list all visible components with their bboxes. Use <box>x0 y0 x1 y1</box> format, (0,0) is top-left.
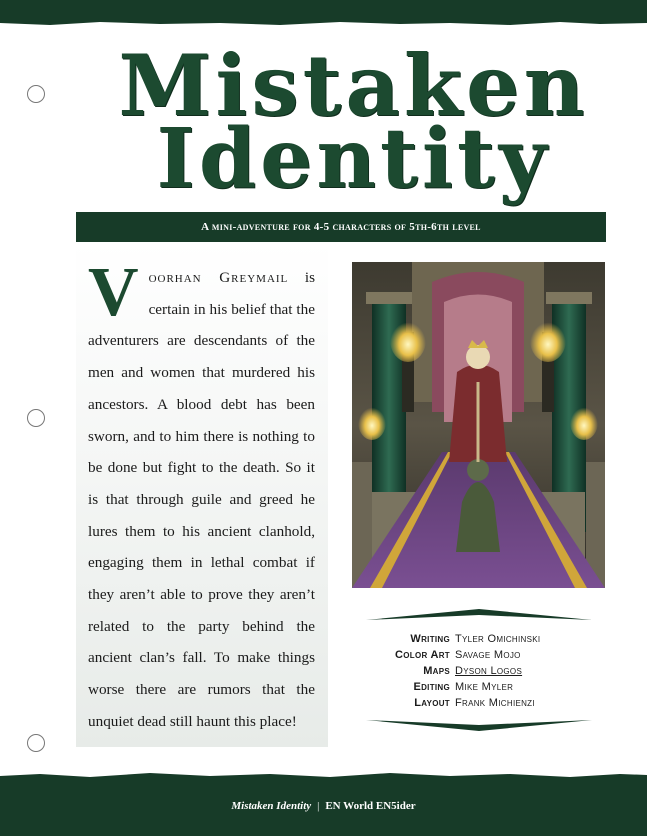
credits-top-ornament <box>366 607 592 621</box>
credit-name-link[interactable]: Dyson Logos <box>455 665 523 677</box>
credit-name: Savage Mojo <box>455 649 521 661</box>
binder-hole-bottom <box>27 734 45 752</box>
title-line-1: Mistaken <box>118 36 589 135</box>
intro-character-name: oorhan Greymail <box>148 269 289 286</box>
intro-body-text: is certain in his belief that the adventurers are descendants of the men and women that murdered his ancestors. A blood debt has been sworn, and to him there is nothing to be done but fight to the death. So it is that through guile and greed he lures them to his ancient clanhold, engaging them in lethal combat if they aren’t able to prove they aren’t related to the party behind the ancient clan’s fall. To make things worse there are rumors that the unquiet dead still haunt this place! <box>88 269 315 730</box>
binder-hole-top <box>27 85 45 103</box>
credit-role: Editing <box>413 681 450 693</box>
binder-hole-middle <box>27 409 45 427</box>
credit-name: Mike Myler <box>455 681 514 693</box>
credit-role: Maps <box>423 665 450 677</box>
credit-name: Tyler Omichinski <box>455 633 541 645</box>
credits-block <box>366 607 592 737</box>
credit-name: Frank Michienzi <box>455 697 535 709</box>
credit-role: Layout <box>414 697 450 709</box>
top-banner <box>0 0 647 22</box>
drop-cap: V <box>88 254 139 331</box>
footer-separator: | <box>317 800 320 812</box>
top-banner-torn-edge <box>0 20 647 26</box>
credit-row-color-art <box>366 649 592 665</box>
intro-paragraph <box>88 254 315 738</box>
footer-title: Mistaken Identity <box>231 800 312 812</box>
subtitle-banner: A mini-adventure for 4-5 characters of 5th-6th level <box>76 212 606 242</box>
credit-row-layout <box>366 697 592 713</box>
credit-row-maps <box>366 665 592 681</box>
credits-bottom-ornament <box>366 719 592 733</box>
credit-row-writing <box>366 633 592 649</box>
credit-role: Color Art <box>394 649 450 661</box>
credit-role: Writing <box>410 633 450 645</box>
throne-room-painting <box>352 262 605 588</box>
title-line-2: Identity <box>156 111 551 207</box>
credit-row-editing <box>366 681 592 697</box>
footer-brand: EN World EN5ider <box>325 800 416 812</box>
cover-illustration <box>352 262 605 588</box>
page-footer <box>0 786 647 836</box>
